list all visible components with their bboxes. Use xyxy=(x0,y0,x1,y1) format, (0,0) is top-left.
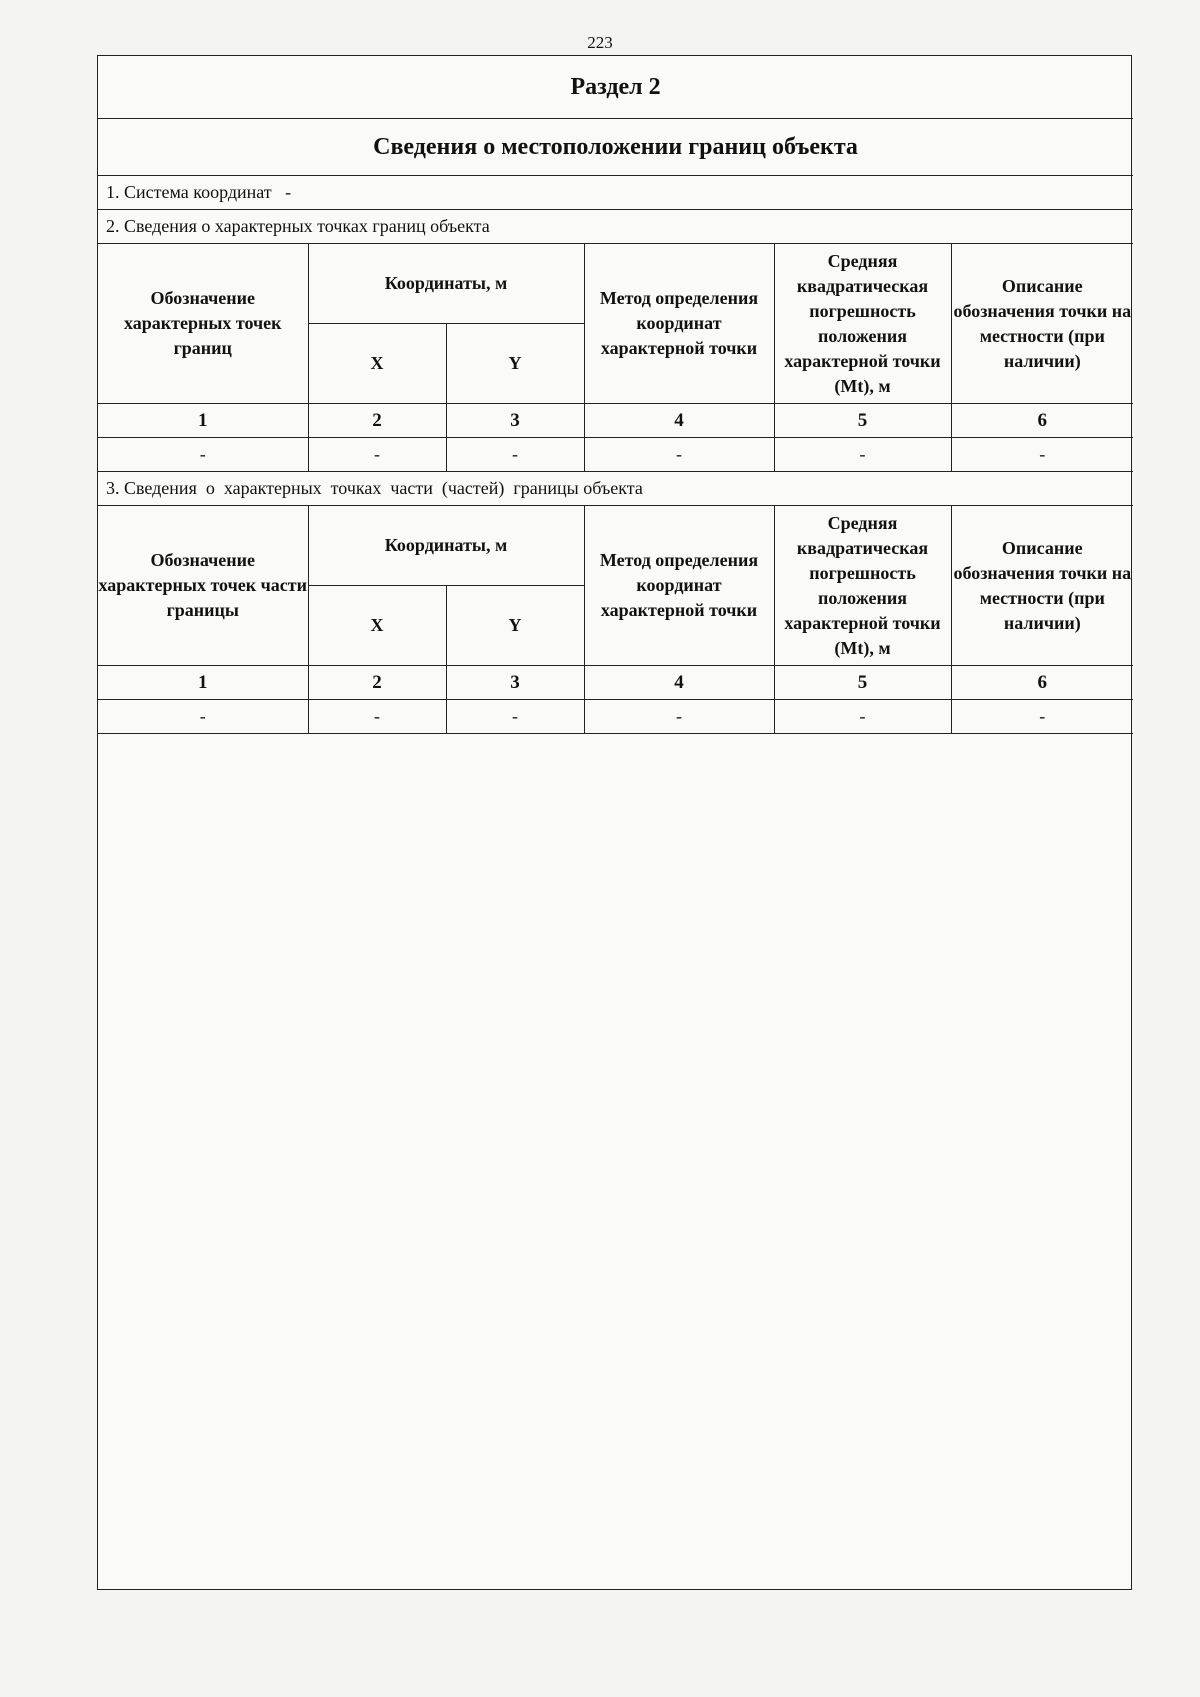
table2-cell: - xyxy=(98,700,308,734)
table2-col-number: 4 xyxy=(584,666,774,700)
table1-header-designation: Обозначение характерных точек границ xyxy=(98,244,308,404)
table2-col-number: 3 xyxy=(446,666,584,700)
table2-cell: - xyxy=(774,700,951,734)
table2-cell: - xyxy=(951,700,1133,734)
table1-header-coordinates: Координаты, м xyxy=(308,244,584,324)
table2-cell: - xyxy=(584,700,774,734)
table2-col-number: 5 xyxy=(774,666,951,700)
table2-header-designation: Обозначение характерных точек части границы xyxy=(98,506,308,666)
table1-col-number: 2 xyxy=(308,404,446,438)
table1-cell: - xyxy=(774,438,951,472)
table2-header-method: Метод определения координат характерной точки xyxy=(584,506,774,666)
table1-header-method: Метод определения координат характерной точки xyxy=(584,244,774,404)
block-title: Сведения о местоположении границ объекта xyxy=(98,119,1133,176)
main-table xyxy=(98,56,1133,734)
table-row xyxy=(98,438,1133,472)
table1-header-description: Описание обозначения точки на местности (при наличии) xyxy=(951,244,1133,404)
table-row xyxy=(98,700,1133,734)
section-title: Раздел 2 xyxy=(98,56,1133,119)
table1-header-error: Средняя квадратическая погрешность положения характерной точки (Mt), м xyxy=(774,244,951,404)
table1-cell: - xyxy=(98,438,308,472)
table2-cell: - xyxy=(308,700,446,734)
table1-caption: 2. Сведения о характерных точках границ объекта xyxy=(98,210,1133,244)
table1-col-number: 6 xyxy=(951,404,1133,438)
table1-header-x: X xyxy=(308,324,446,404)
table2-header-x: X xyxy=(308,586,446,666)
table1-header-y: Y xyxy=(446,324,584,404)
document-frame xyxy=(97,55,1132,1590)
table1-col-number: 5 xyxy=(774,404,951,438)
coordinate-system-value: - xyxy=(285,182,292,202)
coordinate-system-label: 1. Система координат xyxy=(106,182,272,202)
table1-col-number: 3 xyxy=(446,404,584,438)
table2-col-number: 6 xyxy=(951,666,1133,700)
table2-caption: 3. Сведения о характерных точках части (частей) границы объекта xyxy=(98,472,1133,506)
table1-cell: - xyxy=(951,438,1133,472)
table2-column-numbers xyxy=(98,666,1133,700)
table2-header-y: Y xyxy=(446,586,584,666)
table2-header-coordinates: Координаты, м xyxy=(308,506,584,586)
table1-column-numbers xyxy=(98,404,1133,438)
table1-col-number: 1 xyxy=(98,404,308,438)
coordinate-system-row xyxy=(98,176,1133,210)
table1-cell: - xyxy=(308,438,446,472)
page-number: 223 xyxy=(587,33,613,52)
table2-cell: - xyxy=(446,700,584,734)
table2-header-description: Описание обозначения точки на местности (при наличии) xyxy=(951,506,1133,666)
table1-cell: - xyxy=(584,438,774,472)
table1-cell: - xyxy=(446,438,584,472)
table2-col-number: 1 xyxy=(98,666,308,700)
table1-col-number: 4 xyxy=(584,404,774,438)
table2-col-number: 2 xyxy=(308,666,446,700)
table2-header-error: Средняя квадратическая погрешность положения характерной точки (Mt), м xyxy=(774,506,951,666)
